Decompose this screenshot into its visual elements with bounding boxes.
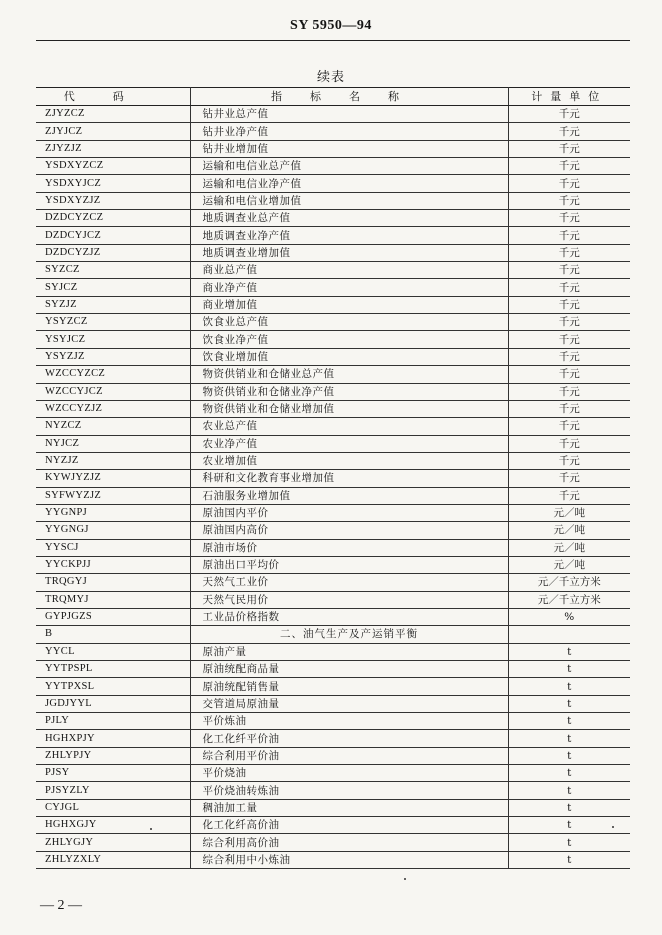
- column-header-unit: 计量单位: [508, 88, 630, 106]
- indicator-code: PJLY: [36, 713, 190, 730]
- indicator-code: ZHLYGJY: [36, 834, 190, 851]
- indicator-code: PJSYZLY: [36, 782, 190, 799]
- measurement-unit: t: [508, 713, 630, 730]
- indicator-name: 运输和电信业总产值: [190, 158, 508, 175]
- measurement-unit: 千元: [508, 140, 630, 157]
- indicator-name: 农业增加值: [190, 452, 508, 469]
- header-rule: [36, 40, 630, 41]
- table-row: [36, 452, 630, 469]
- indicator-code: PJSY: [36, 765, 190, 782]
- table-row: [36, 678, 630, 695]
- measurement-unit: 千元: [508, 348, 630, 365]
- table-row: [36, 158, 630, 175]
- table-row: [36, 435, 630, 452]
- measurement-unit: 千元: [508, 227, 630, 244]
- indicator-name: 原油出口平均价: [190, 556, 508, 573]
- indicator-name: 商业增加值: [190, 296, 508, 313]
- table-row: [36, 522, 630, 539]
- table-row: [36, 591, 630, 608]
- table-row: [36, 192, 630, 209]
- table-row: [36, 799, 630, 816]
- table-row: [36, 175, 630, 192]
- section-header-row: [36, 626, 630, 643]
- table-row: [36, 574, 630, 591]
- scan-speck: [612, 826, 614, 828]
- indicator-code: YSDXYZJZ: [36, 192, 190, 209]
- measurement-unit: t: [508, 817, 630, 834]
- measurement-unit: t: [508, 834, 630, 851]
- indicator-code: YSYZCZ: [36, 314, 190, 331]
- indicator-name: 运输和电信业增加值: [190, 192, 508, 209]
- indicator-name: 商业总产值: [190, 262, 508, 279]
- indicator-code: DZDCYZCZ: [36, 210, 190, 227]
- column-header-name: 指标名称: [190, 88, 508, 106]
- indicator-name: 饮食业增加值: [190, 348, 508, 365]
- measurement-unit: 千元: [508, 210, 630, 227]
- indicator-code: GYPJGZS: [36, 608, 190, 625]
- table-row: [36, 470, 630, 487]
- indicator-name: 饮食业净产值: [190, 331, 508, 348]
- measurement-unit: 千元: [508, 487, 630, 504]
- measurement-unit: 千元: [508, 244, 630, 261]
- indicator-name: 原油市场价: [190, 539, 508, 556]
- indicator-code: WZCCYZJZ: [36, 400, 190, 417]
- indicator-code: NYZCZ: [36, 418, 190, 435]
- indicator-name: 物资供销业和仓储业净产值: [190, 383, 508, 400]
- table-row: [36, 765, 630, 782]
- table-row: [36, 418, 630, 435]
- indicator-name: 综合利用平价油: [190, 747, 508, 764]
- indicator-name: 石油服务业增加值: [190, 487, 508, 504]
- indicator-name: 原油统配商品量: [190, 661, 508, 678]
- indicator-code: YSYZJZ: [36, 348, 190, 365]
- indicator-name: 地质调查业增加值: [190, 244, 508, 261]
- indicator-code: HGHXPJY: [36, 730, 190, 747]
- measurement-unit: 千元: [508, 106, 630, 123]
- measurement-unit: 千元: [508, 262, 630, 279]
- measurement-unit: 元／吨: [508, 522, 630, 539]
- indicator-name: 原油国内平价: [190, 504, 508, 521]
- table-row: [36, 695, 630, 712]
- table-header-row: [36, 88, 630, 106]
- indicator-code: ZJYJCZ: [36, 123, 190, 140]
- indicator-code: YYCKPJJ: [36, 556, 190, 573]
- measurement-unit: %: [508, 608, 630, 625]
- indicator-code: SYJCZ: [36, 279, 190, 296]
- measurement-unit: t: [508, 765, 630, 782]
- indicator-code: YSDXYJCZ: [36, 175, 190, 192]
- table-row: [36, 366, 630, 383]
- indicator-code: YYSCJ: [36, 539, 190, 556]
- indicator-code: ZJYZJZ: [36, 140, 190, 157]
- measurement-unit: t: [508, 782, 630, 799]
- measurement-unit: 千元: [508, 470, 630, 487]
- measurement-unit: 千元: [508, 175, 630, 192]
- indicator-code: TRQGYJ: [36, 574, 190, 591]
- indicator-name: 天然气民用价: [190, 591, 508, 608]
- measurement-unit: 元／千立方米: [508, 574, 630, 591]
- table-row: [36, 331, 630, 348]
- indicator-code-table: [36, 87, 630, 869]
- indicator-code: SYFWYZJZ: [36, 487, 190, 504]
- indicator-code: JGDJYYL: [36, 695, 190, 712]
- measurement-unit: t: [508, 661, 630, 678]
- table-row: [36, 817, 630, 834]
- measurement-unit: [508, 626, 630, 643]
- indicator-name: 稠油加工量: [190, 799, 508, 816]
- table-row: [36, 296, 630, 313]
- indicator-name: 综合利用高价油: [190, 834, 508, 851]
- table-row: [36, 383, 630, 400]
- indicator-code: NYJCZ: [36, 435, 190, 452]
- indicator-code: YYGNPJ: [36, 504, 190, 521]
- indicator-code: SYZCZ: [36, 262, 190, 279]
- indicator-name: 地质调查业净产值: [190, 227, 508, 244]
- measurement-unit: 千元: [508, 452, 630, 469]
- indicator-name: 原油统配销售量: [190, 678, 508, 695]
- measurement-unit: 元／吨: [508, 556, 630, 573]
- indicator-name: 商业净产值: [190, 279, 508, 296]
- indicator-code: YYTPSPL: [36, 661, 190, 678]
- table-row: [36, 348, 630, 365]
- table-row: [36, 262, 630, 279]
- indicator-name: 农业净产值: [190, 435, 508, 452]
- indicator-name: 天然气工业价: [190, 574, 508, 591]
- measurement-unit: 元／吨: [508, 539, 630, 556]
- table-body: [36, 106, 630, 869]
- table-row: [36, 400, 630, 417]
- indicator-name: 物资供销业和仓储业总产值: [190, 366, 508, 383]
- table-caption: 续表: [316, 70, 345, 85]
- indicator-name: 工业品价格指数: [190, 608, 508, 625]
- indicator-name: 原油产量: [190, 643, 508, 660]
- standard-number: SY 5950—94: [290, 18, 372, 33]
- table-row: [36, 661, 630, 678]
- table-row: [36, 747, 630, 764]
- scan-speck: [150, 828, 152, 830]
- indicator-code: DZDCYZJZ: [36, 244, 190, 261]
- indicator-code: KYWJYZJZ: [36, 470, 190, 487]
- table-row: [36, 834, 630, 851]
- indicator-code: ZJYZCZ: [36, 106, 190, 123]
- measurement-unit: 千元: [508, 435, 630, 452]
- table-row: [36, 539, 630, 556]
- indicator-name: 地质调查业总产值: [190, 210, 508, 227]
- indicator-name: 平价烧油转炼油: [190, 782, 508, 799]
- table-row: [36, 123, 630, 140]
- indicator-code: WZCCYZCZ: [36, 366, 190, 383]
- measurement-unit: 千元: [508, 331, 630, 348]
- indicator-code: YYTPXSL: [36, 678, 190, 695]
- table-row: [36, 314, 630, 331]
- indicator-code: ZHLYZXLY: [36, 851, 190, 868]
- indicator-code: DZDCYJCZ: [36, 227, 190, 244]
- indicator-code: B: [36, 626, 190, 643]
- measurement-unit: 千元: [508, 123, 630, 140]
- table-row: [36, 851, 630, 868]
- table-row: [36, 210, 630, 227]
- indicator-code: YYCL: [36, 643, 190, 660]
- indicator-name: 饮食业总产值: [190, 314, 508, 331]
- measurement-unit: 元／千立方米: [508, 591, 630, 608]
- table-row: [36, 608, 630, 625]
- indicator-code: YSYJCZ: [36, 331, 190, 348]
- table-row: [36, 782, 630, 799]
- measurement-unit: 千元: [508, 366, 630, 383]
- measurement-unit: t: [508, 851, 630, 868]
- page-number: — 2 —: [40, 898, 82, 913]
- indicator-code: YYGNGJ: [36, 522, 190, 539]
- table-row: [36, 106, 630, 123]
- scan-speck: [404, 878, 406, 880]
- measurement-unit: 千元: [508, 314, 630, 331]
- table-row: [36, 730, 630, 747]
- measurement-unit: 千元: [508, 296, 630, 313]
- table-row: [36, 643, 630, 660]
- measurement-unit: t: [508, 747, 630, 764]
- indicator-name: 钻井业净产值: [190, 123, 508, 140]
- measurement-unit: 千元: [508, 279, 630, 296]
- indicator-code: YSDXYZCZ: [36, 158, 190, 175]
- indicator-name: 物资供销业和仓储业增加值: [190, 400, 508, 417]
- indicator-name: 科研和文化教育事业增加值: [190, 470, 508, 487]
- measurement-unit: t: [508, 643, 630, 660]
- indicator-code: CYJGL: [36, 799, 190, 816]
- indicator-name: 平价炼油: [190, 713, 508, 730]
- measurement-unit: 千元: [508, 418, 630, 435]
- indicator-code: WZCCYJCZ: [36, 383, 190, 400]
- measurement-unit: t: [508, 695, 630, 712]
- indicator-name: 综合利用中小炼油: [190, 851, 508, 868]
- measurement-unit: t: [508, 678, 630, 695]
- table-row: [36, 279, 630, 296]
- indicator-code: ZHLYPJY: [36, 747, 190, 764]
- measurement-unit: 元／吨: [508, 504, 630, 521]
- indicator-name: 化工化纤平价油: [190, 730, 508, 747]
- table-row: [36, 556, 630, 573]
- indicator-code: TRQMYJ: [36, 591, 190, 608]
- table-row: [36, 487, 630, 504]
- indicator-name: 化工化纤高价油: [190, 817, 508, 834]
- indicator-name: 钻井业总产值: [190, 106, 508, 123]
- table-row: [36, 227, 630, 244]
- indicator-code: HGHXGJY: [36, 817, 190, 834]
- table-row: [36, 140, 630, 157]
- indicator-name: 原油国内高价: [190, 522, 508, 539]
- measurement-unit: 千元: [508, 383, 630, 400]
- measurement-unit: 千元: [508, 158, 630, 175]
- indicator-name: 运输和电信业净产值: [190, 175, 508, 192]
- measurement-unit: 千元: [508, 192, 630, 209]
- measurement-unit: 千元: [508, 400, 630, 417]
- section-title: 二、油气生产及产运销平衡: [190, 626, 508, 643]
- indicator-name: 钻井业增加值: [190, 140, 508, 157]
- measurement-unit: t: [508, 799, 630, 816]
- indicator-name: 平价烧油: [190, 765, 508, 782]
- column-header-code: 代码: [36, 88, 190, 106]
- table-row: [36, 244, 630, 261]
- indicator-code: NYZJZ: [36, 452, 190, 469]
- indicator-name: 农业总产值: [190, 418, 508, 435]
- table-row: [36, 713, 630, 730]
- table-row: [36, 504, 630, 521]
- indicator-code: SYZJZ: [36, 296, 190, 313]
- indicator-name: 交管道局原油量: [190, 695, 508, 712]
- measurement-unit: t: [508, 730, 630, 747]
